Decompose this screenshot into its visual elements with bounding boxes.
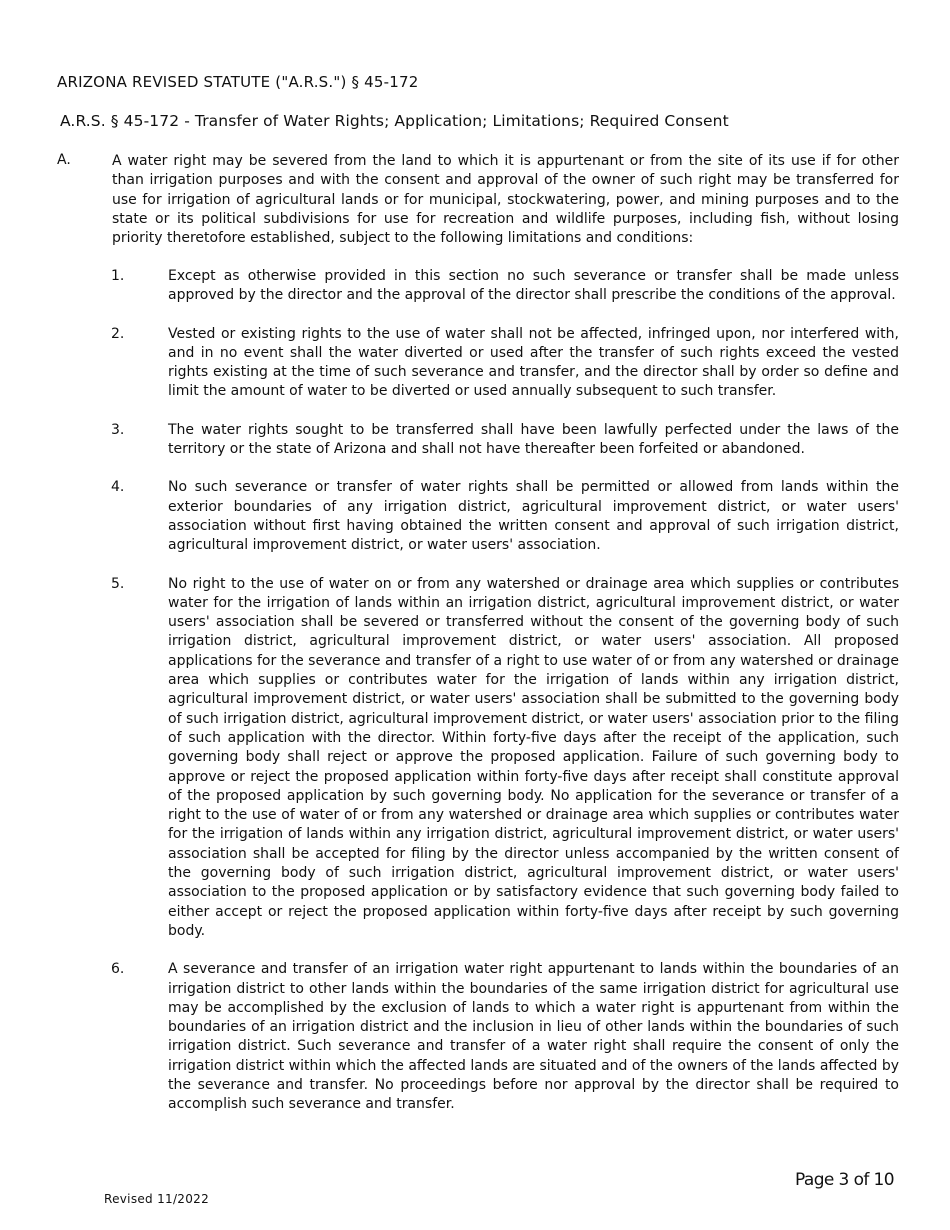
list-item-number: 4. — [111, 479, 125, 496]
list-item — [111, 421, 899, 460]
section-a — [57, 152, 899, 248]
list-item-number: 5. — [111, 575, 125, 592]
list-item-number: 2. — [111, 325, 125, 342]
list-item-number: 1. — [111, 268, 125, 284]
list-item-text: No such severance or transfer of water rights shall be permitted or allowed from lands within the exterior boundaries of any irrigation district, agricultural improvement district, or water users' association without first having obtained the written consent and approval of such irrigation district, agricultural improvement district, or water users' association. — [168, 479, 899, 554]
list-item — [111, 575, 899, 942]
document-header-title: ARIZONA REVISED STATUTE ("A.R.S.") § 45-172 — [57, 73, 419, 91]
list-item — [111, 478, 899, 555]
list-item — [111, 960, 899, 1114]
list-item — [111, 267, 899, 306]
list-item-text: The water rights sought to be transferred shall have been lawfully perfected under the laws of the territory or the state of Arizona and shall not have thereafter been forfeited or abandoned. — [168, 421, 899, 458]
statute-subtitle: A.R.S. § 45-172 - Transfer of Water Rights; Application; Limitations; Required Consent — [60, 112, 729, 130]
list-item-number: 6. — [111, 961, 125, 978]
list-item-text: Except as otherwise provided in this section no such severance or transfer shall be made unless approved by the director and the approval of the director shall prescribe the conditions of the approval. — [168, 268, 899, 304]
list-item — [111, 325, 899, 402]
list-item-text: No right to the use of water on or from any watershed or drainage area which supplies or contributes water for the irrigation of lands within an irrigation district, agricultural improvement district, or water users' association shall be severed or transferred without the consent of the governing body of such irrigation district, agricultural improvement district, or water users' association. All proposed applications for the severance and transfer of a right to use water of or from any watershed or drainage area which supplies or contributes water for the irrigation of lands within any irrigation district, agricultural improvement district, or water users' association shall be submitted to the governing body of such irrigation district, agricultural improvement district, or water users' association prior to the filing of such application with the director. Within forty-five days after the receipt of the application, such governing body shall reject or approve the proposed application. Failure of such governing body to approve or reject the proposed application within forty-five days after receipt shall constitute approval of the proposed application by such governing body. No application for the severance or transfer of a right to the use of water of or from any watershed or drainage area which supplies or contributes water for the irrigation of lands within any irrigation district, agricultural improvement district, or water users' association shall be accepted for filing by the director unless accompanied by the written consent of the governing body of such irrigation district, agricultural improvement district, or water users' association to the proposed application or by satisfactory evidence that such governing body failed to either accept or reject the proposed application within forty-five days after receipt by such governing body. — [168, 575, 899, 939]
list-item-number: 3. — [111, 421, 125, 438]
revision-date: Revised 11/2022 — [104, 1192, 210, 1206]
page-number: Page 3 of 10 — [794, 1170, 894, 1190]
list-item-text: A severance and transfer of an irrigation water right appurtenant to lands within the boundaries of an irrigation district to other lands within the boundaries of the same irrigation district for agricultural use may be accomplished by the exclusion of lands to which a water right is appurtenant from within the boundaries of an irrigation district and the inclusion in lieu of other lands within the boundaries of such irrigation district. Such severance and transfer of a water right shall require the consent of only the irrigation district within which the affected lands are situated and of the owners of the lands affected by the severance and transfer. No proceedings before nor approval by the director shall be required to accomplish such severance and transfer. — [168, 961, 899, 1113]
numbered-list — [111, 267, 899, 1134]
section-paragraph: A water right may be severed from the land to which it is appurtenant or from the site of its use if for other than irrigation purposes and with the consent and approval of the owner of such right may be transferred for use for irrigation of agricultural lands or for municipal, stockwatering, power, and mining purposes and to the state or its political subdivisions for use for recreation and wildlife purposes, including fish, without losing priority theretofore established, subject to the following limitations and conditions: — [112, 153, 899, 247]
list-item-text: Vested or existing rights to the use of water shall not be affected, infringed upon, nor interfered with, and in no event shall the water diverted or used after the transfer of such rights exceed the vested rights existing at the time of such severance and transfer, and the director shall by order so define and limit the amount of water to be diverted or used annually subsequent to such transfer. — [168, 325, 899, 400]
section-label: A. — [57, 152, 71, 168]
